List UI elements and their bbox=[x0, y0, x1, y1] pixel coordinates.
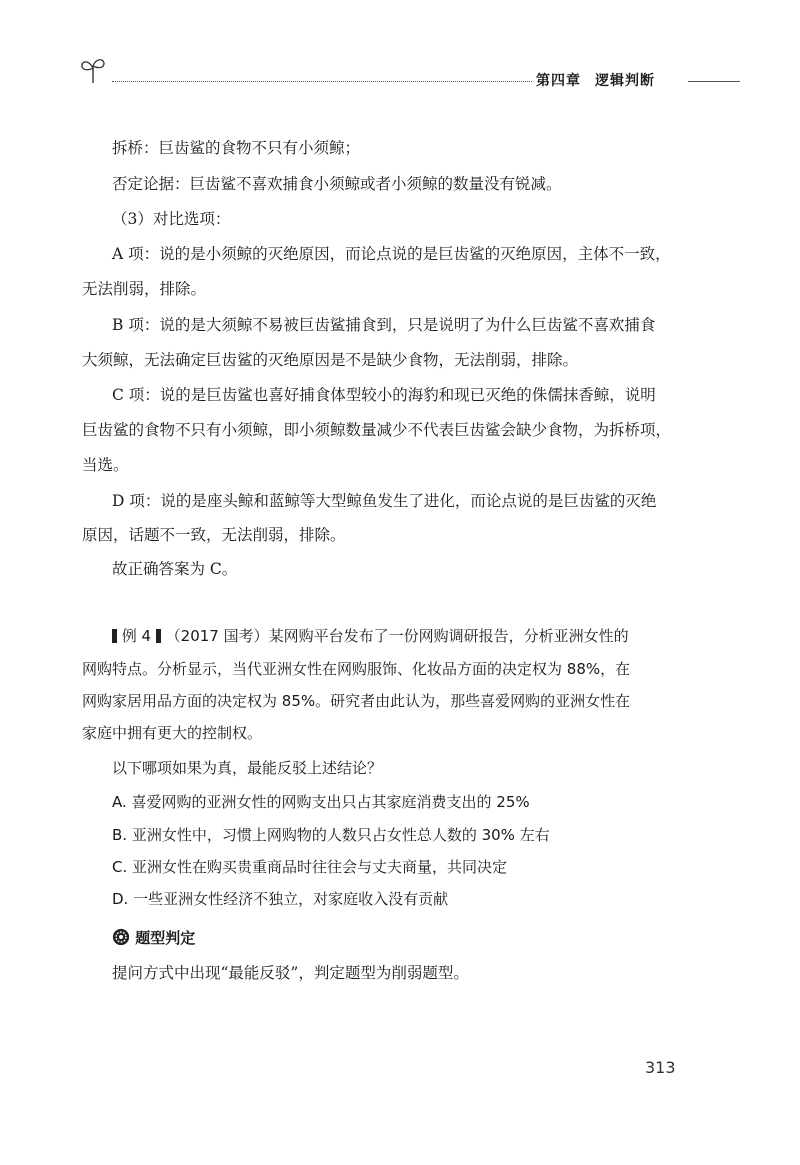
header-rule-left bbox=[112, 81, 532, 82]
text-line: 网购特点。分析显示，当代亚洲女性在网购服饰、化妆品方面的决定权为 88%，在 bbox=[82, 660, 631, 678]
example-first-line bbox=[112, 626, 629, 646]
option-c-analysis: C 项：说的是巨齿鲨也喜好捕食体型较小的海豹和现已灭绝的侏儒抹香鲸，说明 bbox=[112, 386, 656, 404]
chapter-title: 逻辑判断 bbox=[595, 73, 655, 89]
text-line: 家庭中拥有更大的控制权。 bbox=[82, 724, 263, 742]
chapter-number: 第四章 bbox=[536, 73, 581, 89]
text-line: 大须鲸，无法确定巨齿鲨的灭绝原因是不是缺少食物，无法削弱，排除。 bbox=[82, 351, 579, 369]
option-d-analysis: D 项：说的是座头鲸和蓝鲸等大型鲸鱼发生了进化，而论点说的是巨齿鲨的灭绝 bbox=[112, 492, 657, 510]
text-line: 巨齿鲨的食物不只有小须鲸，即小须鲸数量减少不代表巨齿鲨会缺少食物，为拆桥项， bbox=[82, 421, 672, 439]
option-a: A. 喜爱网购的亚洲女性的网购支出只占其家庭消费支出的 25% bbox=[112, 793, 530, 811]
option-c: C. 亚洲女性在购买贵重商品时往往会与丈夫商量，共同决定 bbox=[112, 858, 508, 876]
page-number: 313 bbox=[645, 1058, 676, 1077]
section-title: 题型判定 bbox=[135, 929, 196, 947]
sprout-icon bbox=[78, 55, 108, 85]
header-rule-right bbox=[688, 81, 740, 82]
text-line: 提问方式中出现“最能反驳”，判定题型为削弱题型。 bbox=[112, 964, 469, 982]
answer-line: 故正确答案为 C。 bbox=[112, 560, 238, 578]
option-d: D. 一些亚洲女性经济不独立，对家庭收入没有贡献 bbox=[112, 890, 449, 908]
question-line: 以下哪项如果为真，最能反驳上述结论？ bbox=[112, 759, 383, 777]
text-line: 网购家居用品方面的决定权为 85%。研究者由此认为，那些喜爱网购的亚洲女性在 bbox=[82, 692, 631, 710]
text-line: （3）对比选项： bbox=[112, 210, 231, 228]
example-marker-left bbox=[112, 629, 117, 643]
example-label: 例 4 bbox=[121, 627, 152, 645]
gear-icon bbox=[112, 928, 130, 946]
text-line: 当选。 bbox=[82, 456, 129, 474]
section-heading bbox=[112, 928, 195, 948]
example-text: （2017 国考）某网购平台发布了一份网购调研报告，分析亚洲女性的 bbox=[165, 627, 629, 645]
option-a-analysis: A 项：说的是小须鲸的灭绝原因，而论点说的是巨齿鲨的灭绝原因，主体不一致， bbox=[112, 245, 671, 263]
text-line: 原因，话题不一致，无法削弱，排除。 bbox=[82, 526, 346, 544]
option-b-analysis: B 项：说的是大须鲸不易被巨齿鲨捕食到，只是说明了为什么巨齿鲨不喜欢捕食 bbox=[112, 316, 656, 334]
option-b: B. 亚洲女性中，习惯上网购物的人数只占女性总人数的 30% 左右 bbox=[112, 826, 550, 844]
text-line: 否定论据：巨齿鲨不喜欢捕食小须鲸或者小须鲸的数量没有锐减。 bbox=[112, 175, 562, 193]
text-line: 无法削弱，排除。 bbox=[82, 280, 207, 298]
chapter-header bbox=[536, 70, 655, 90]
example-marker-right bbox=[156, 629, 161, 643]
text-line: 拆桥：巨齿鲨的食物不只有小须鲸； bbox=[112, 139, 361, 157]
